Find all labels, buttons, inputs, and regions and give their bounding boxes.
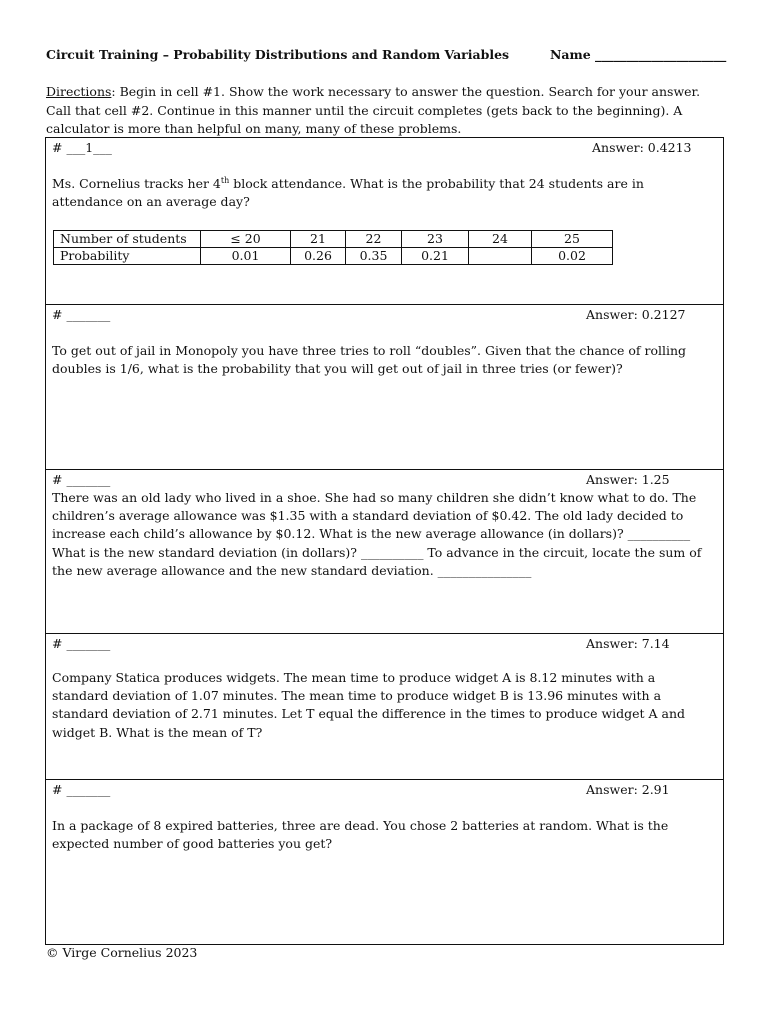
cell-answer: Answer: 0.2127: [586, 307, 686, 322]
table-cell: 0.02: [532, 248, 613, 265]
table-cell: 0.21: [402, 248, 469, 265]
table-cell: 22: [346, 231, 402, 248]
question-superscript: th: [220, 175, 230, 185]
table-row: [54, 231, 613, 248]
cell-number: # _______: [52, 307, 111, 322]
directions-text: : Begin in cell #1. Show the work necessary to answer the question. Search for your answer. Call that cell #2. Continue in this manner until the circuit completes (gets back to the beginning). A calculator is more than helpful on many, many of these problems.: [46, 84, 701, 136]
table-cell: 23: [402, 231, 469, 248]
cell-number: # _______: [52, 636, 111, 651]
table-cell: 24: [469, 231, 532, 248]
table-cell: ≤ 20: [201, 231, 291, 248]
cell-answer: Answer: 7.14: [586, 636, 670, 651]
circuit-cell-2: [46, 305, 723, 470]
table-cell: [469, 248, 532, 265]
question-text-part: block attendance. What is the probability that 24 students are in attendance on an average day?: [52, 176, 644, 210]
table-row-label: Number of students: [54, 231, 201, 248]
circuit-cell-3: [46, 470, 723, 634]
table-cell: 0.26: [291, 248, 346, 265]
table-cell: 21: [291, 231, 346, 248]
table-cell: 25: [532, 231, 613, 248]
table-cell: 0.01: [201, 248, 291, 265]
cell-answer: Answer: 1.25: [586, 472, 670, 487]
circuit-cell-5: [46, 780, 723, 944]
table-row: [54, 248, 613, 265]
name-field-label: Name _____________________: [550, 47, 727, 62]
cell-number: # _______: [52, 782, 111, 797]
table-row-label: Probability: [54, 248, 201, 265]
cell-answer: Answer: 0.4213: [592, 140, 692, 155]
directions-label: Directions: [46, 84, 112, 99]
copyright-footer: © Virge Cornelius 2023: [46, 945, 198, 960]
circuit-grid: [45, 137, 724, 945]
cell-number: # ___1___: [52, 140, 112, 155]
directions: [46, 83, 726, 139]
circuit-cell-4: [46, 634, 723, 780]
cell-question: To get out of jail in Monopoly you have three tries to roll “doubles”. Given that the chance of rolling doubles is 1/6, what is the probability that you will get out of jail in three tries (or fewer)?: [52, 343, 687, 377]
cell-question: [52, 175, 714, 211]
cell-number: # _______: [52, 472, 111, 487]
cell-question: There was an old lady who lived in a shoe. She had so many children she didn’t know what to do. The children’s average allowance was $1.35 with a standard deviation of $0.42. The old lady decided to increase each child’s allowance by $0.12. What is the new average allowance (in dollars)? __________ What is the new standard deviation (in dollars)? __________ To advance in the circuit, locate the sum of the new average allowance and the new standard deviation. _______________: [52, 490, 702, 578]
table-cell: 0.35: [346, 248, 402, 265]
cell-question: In a package of 8 expired batteries, three are dead. You chose 2 batteries at random. What is the expected number of good batteries you get?: [52, 818, 669, 852]
cell-answer: Answer: 2.91: [586, 782, 670, 797]
circuit-cell-1: [46, 138, 723, 305]
attendance-table: [53, 230, 613, 265]
question-text-part: Ms. Cornelius tracks her 4: [52, 176, 221, 191]
worksheet-header: [46, 47, 727, 62]
worksheet-title: Circuit Training – Probability Distributions and Random Variables: [46, 47, 510, 62]
cell-question: Company Statica produces widgets. The mean time to produce widget A is 8.12 minutes with a standard deviation of 1.07 minutes. The mean time to produce widget B is 13.96 minutes with a standard deviation of 2.71 minutes. Let T equal the difference in the times to produce widget A and widget B. What is the mean of T?: [52, 670, 686, 740]
